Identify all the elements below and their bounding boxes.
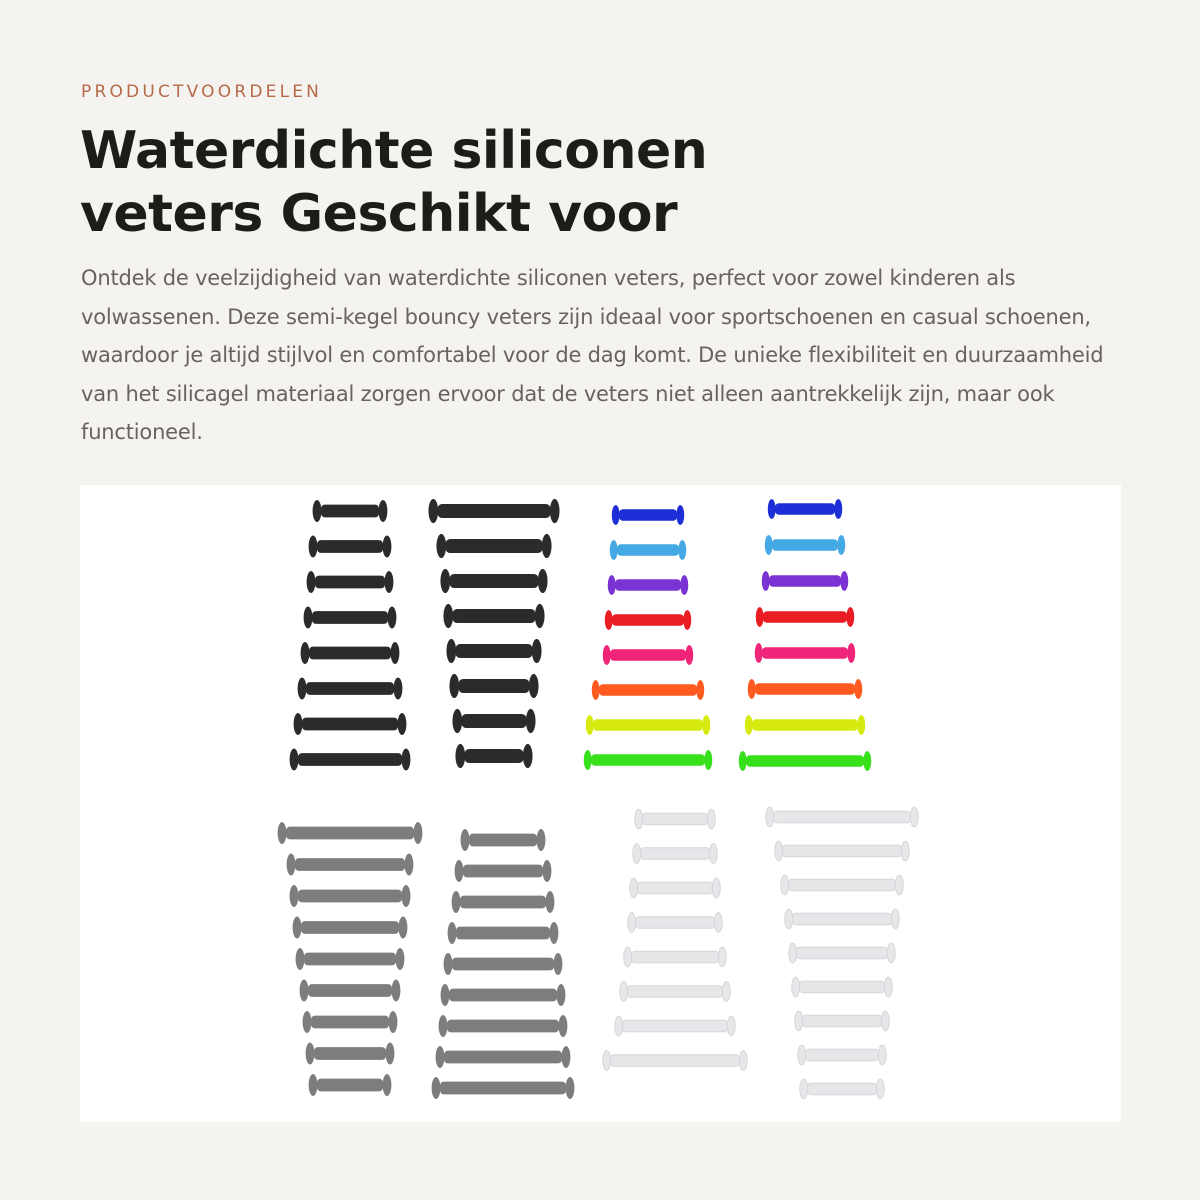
lace: [798, 1045, 887, 1065]
lace: [762, 571, 849, 591]
product-image: [80, 485, 1121, 1122]
lace: [766, 807, 919, 827]
lace: [605, 610, 692, 630]
lace: [620, 982, 731, 1002]
lace: [603, 645, 694, 665]
lace: [298, 678, 403, 700]
lace: [785, 909, 900, 929]
lace: [313, 500, 388, 522]
lace: [309, 1074, 392, 1096]
lace: [628, 913, 723, 933]
lace: [781, 875, 904, 895]
lace: [309, 536, 392, 558]
lace: [452, 891, 555, 913]
lace: [448, 922, 559, 944]
lace: [278, 822, 423, 844]
lace: [610, 540, 687, 560]
lace: [452, 709, 535, 733]
lace: [307, 571, 394, 593]
lace: [584, 750, 713, 770]
lace: [775, 841, 910, 861]
lace: [304, 607, 397, 629]
lace: [293, 917, 408, 939]
lace: [792, 977, 893, 997]
section-eyebrow: PRODUCTVOORDELEN: [81, 82, 323, 102]
lace: [296, 948, 405, 970]
lace: [592, 680, 705, 700]
lace: [630, 878, 721, 898]
lace: [586, 715, 711, 735]
lace: [745, 715, 866, 735]
lace: [739, 751, 872, 771]
lace: [294, 713, 407, 735]
lace: [461, 829, 546, 851]
lace: [795, 1011, 890, 1031]
lace: [755, 643, 856, 663]
lace: [756, 607, 855, 627]
lace: [444, 953, 563, 975]
lace: [789, 943, 896, 963]
lace: [306, 1043, 395, 1065]
lace: [603, 1051, 748, 1071]
lace: [436, 1046, 571, 1068]
lace: [439, 1015, 568, 1037]
lace: [449, 674, 538, 698]
lace: [436, 534, 551, 558]
lace: [748, 679, 863, 699]
lace: [432, 1077, 575, 1099]
lace: [440, 569, 547, 593]
lace: [300, 980, 401, 1002]
lace: [612, 505, 685, 525]
lace: [455, 744, 532, 768]
lace: [446, 639, 541, 663]
lace: [633, 844, 718, 864]
section-title: Waterdichte siliconen veters Geschikt voor: [80, 121, 708, 244]
lace: [615, 1016, 736, 1036]
lace: [624, 947, 727, 967]
lace: [443, 604, 544, 628]
lace: [287, 854, 414, 876]
lace: [303, 1011, 398, 1033]
lace: [428, 499, 559, 523]
lace: [455, 860, 552, 882]
silicone-laces-illustration: [80, 485, 1121, 1122]
lace: [635, 809, 716, 829]
lace: [765, 535, 846, 555]
lace: [768, 499, 843, 519]
lace: [290, 885, 411, 907]
lace: [441, 984, 566, 1006]
lace: [800, 1079, 885, 1099]
lace: [290, 749, 411, 771]
section-description: Ontdek de veelzijdigheid van waterdichte siliconen veters, perfect voor zowel kinderen als volwassenen. Deze semi-kegel bouncy veters zijn ideaal voor sportschoenen en casual schoenen, waardoor je altijd stijlvol en comfortabel voor de dag komt. De unieke flexibiliteit en duurzaamheid van het silicagel materiaal zorgen ervoor dat de veters niet alleen aantrekkelijk zijn, maar ook functioneel.: [81, 266, 1104, 444]
lace: [608, 575, 689, 595]
lace: [301, 642, 400, 664]
